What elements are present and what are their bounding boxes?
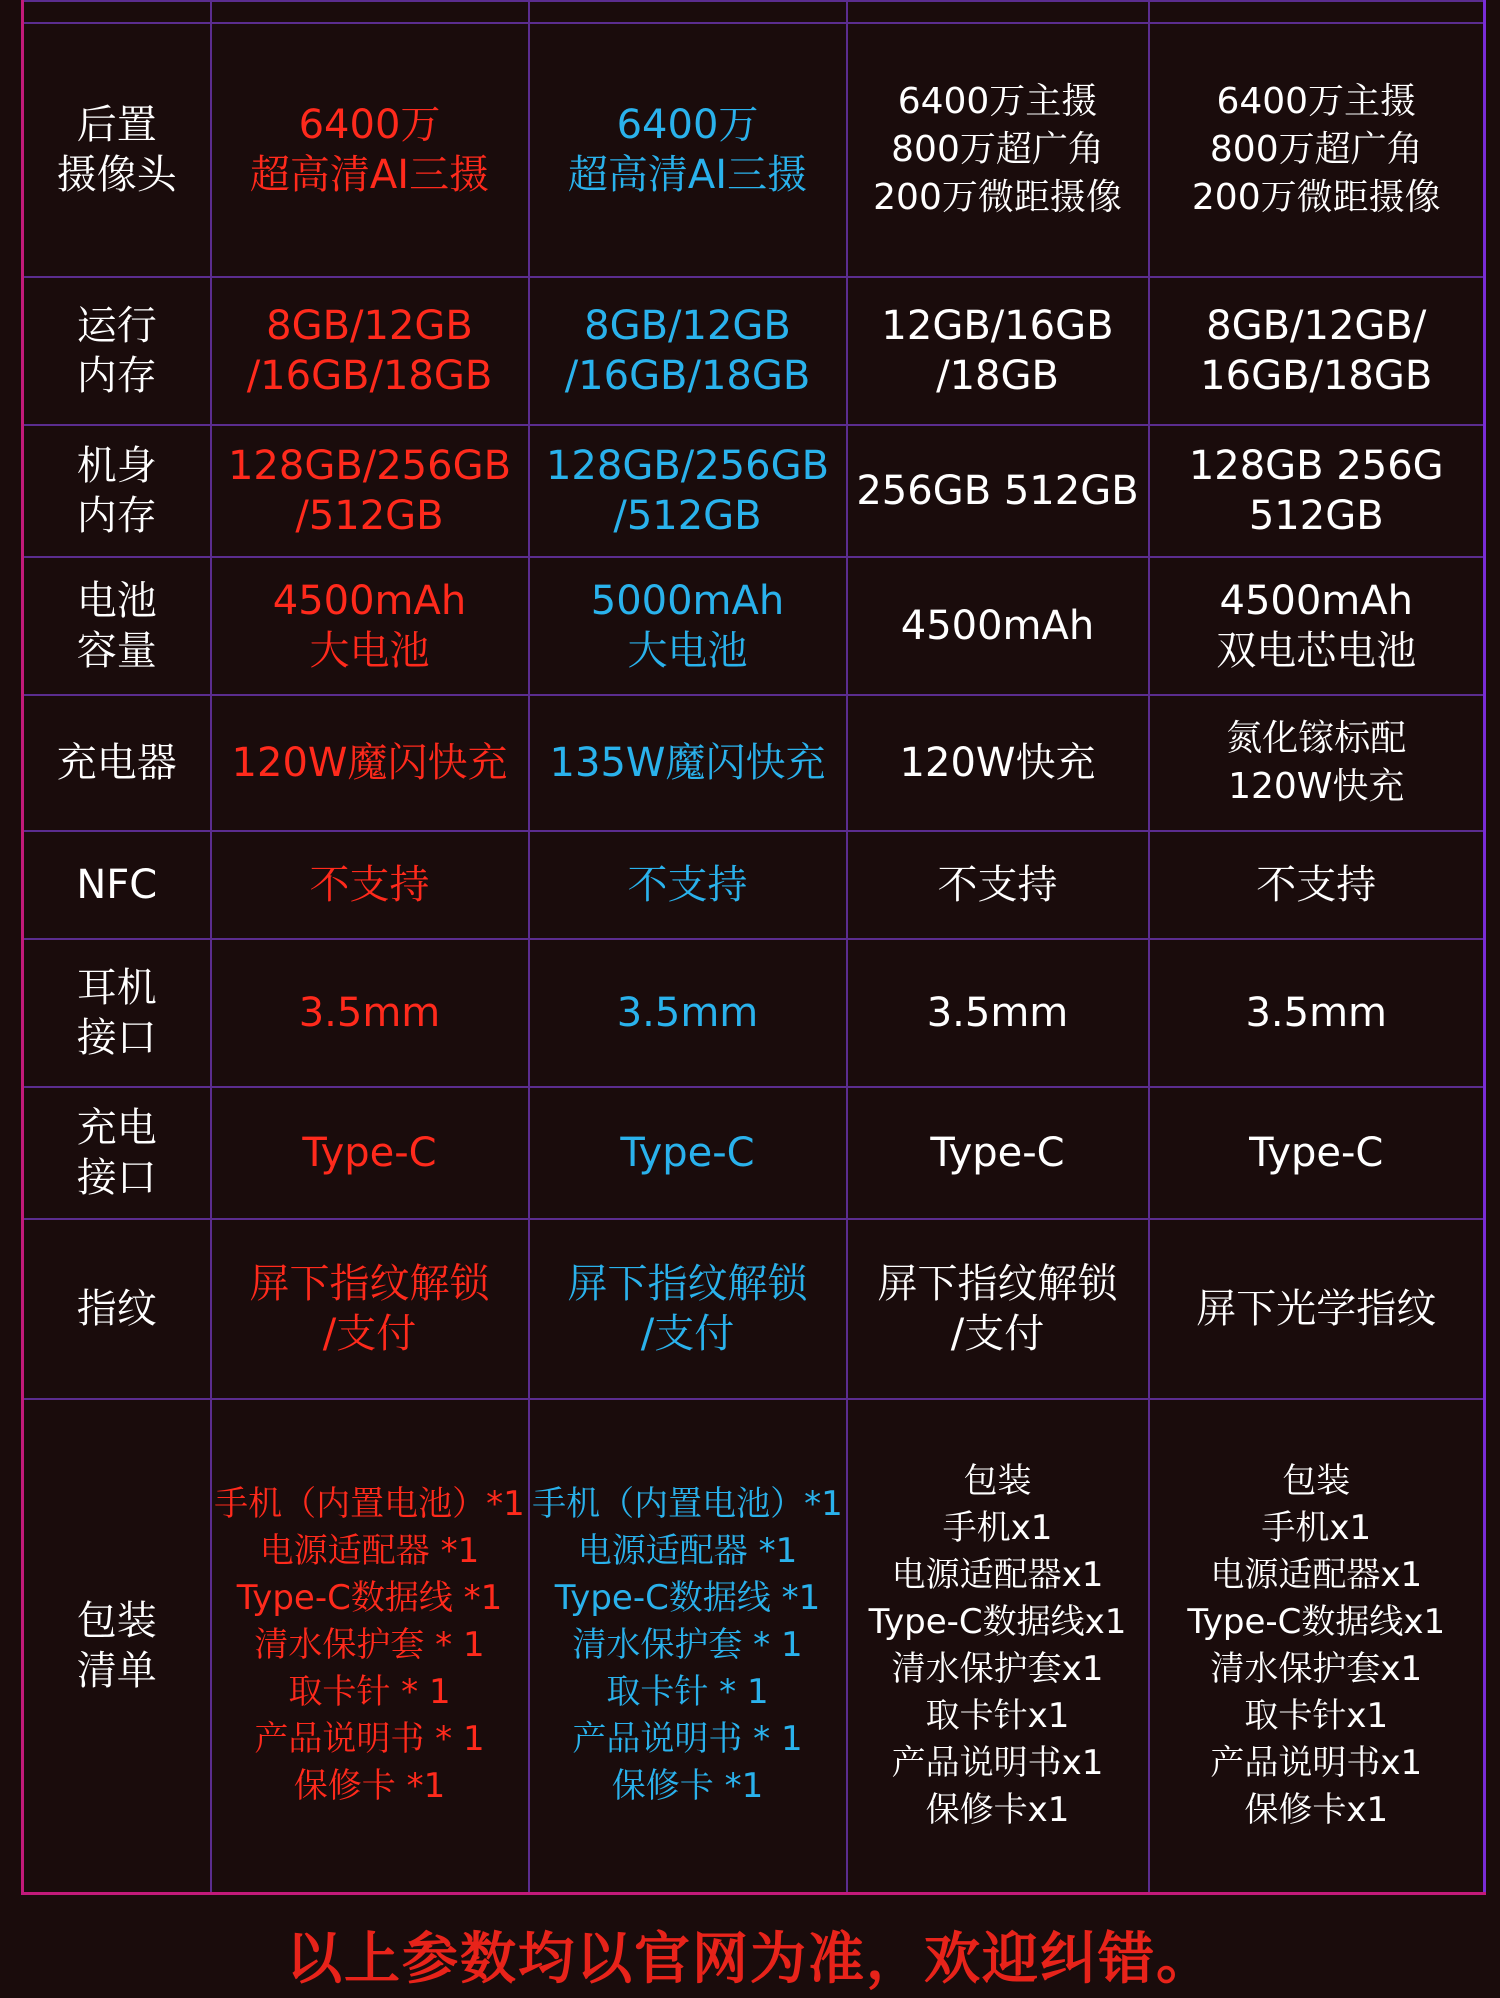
cell-model-4: 128GB 256G 512GB xyxy=(1149,425,1485,557)
cell-model-2: 手机（内置电池）*1 电源适配器 *1 Type-C数据线 *1 清水保护套 * 1 取卡针 * 1 产品说明书 * 1 保修卡 *1 xyxy=(529,1399,847,1893)
cell-model-2: 135W魔闪快充 xyxy=(529,695,847,831)
cell-model-2: 屏下指纹解锁 /支付 xyxy=(529,1219,847,1399)
row-label: NFC xyxy=(23,831,211,939)
cell-model-2: 6400万 超高清AI三摄 xyxy=(529,23,847,277)
cell-model-3: 256GB 512GB xyxy=(847,425,1149,557)
cell-model-4: 8GB/12GB/ 16GB/18GB xyxy=(1149,277,1485,425)
row-label: 电池 容量 xyxy=(23,557,211,695)
cell-model-3: 12GB/16GB /18GB xyxy=(847,277,1149,425)
cell-model-3: 4500mAh xyxy=(847,557,1149,695)
row-battery xyxy=(23,557,1485,695)
cell-model-2: 3.5mm xyxy=(529,939,847,1087)
cell-model-2: 5000mAh 大电池 xyxy=(529,557,847,695)
cell-model-2: Type-C xyxy=(529,1087,847,1219)
row-nfc xyxy=(23,831,1485,939)
cell-model-2: 8GB/12GB /16GB/18GB xyxy=(529,277,847,425)
row-storage xyxy=(23,425,1485,557)
top-cell xyxy=(211,1,529,23)
row-label: 充电 接口 xyxy=(23,1087,211,1219)
cell-model-4: 3.5mm xyxy=(1149,939,1485,1087)
cell-model-1: 不支持 xyxy=(211,831,529,939)
top-cell xyxy=(1149,1,1485,23)
cell-model-4: 氮化镓标配 120W快充 xyxy=(1149,695,1485,831)
table-top-row xyxy=(23,1,1485,23)
row-rear-camera xyxy=(23,23,1485,277)
row-label: 包装 清单 xyxy=(23,1399,211,1893)
cell-model-1: 120W魔闪快充 xyxy=(211,695,529,831)
cell-model-2: 128GB/256GB /512GB xyxy=(529,425,847,557)
cell-model-4: 不支持 xyxy=(1149,831,1485,939)
row-label: 耳机 接口 xyxy=(23,939,211,1087)
cell-model-1: 3.5mm xyxy=(211,939,529,1087)
row-label: 指纹 xyxy=(23,1219,211,1399)
cell-model-3: 不支持 xyxy=(847,831,1149,939)
row-label: 运行 内存 xyxy=(23,277,211,425)
row-package-contents xyxy=(23,1399,1485,1893)
cell-model-3: 包装 手机x1 电源适配器x1 Type-C数据线x1 清水保护套x1 取卡针x1 产品说明书x1 保修卡x1 xyxy=(847,1399,1149,1893)
cell-model-4: 屏下光学指纹 xyxy=(1149,1219,1485,1399)
top-cell xyxy=(529,1,847,23)
row-fingerprint xyxy=(23,1219,1485,1399)
disclaimer-text: 以上参数均以官网为准，欢迎纠错。 xyxy=(286,1927,1214,1992)
row-label: 机身 内存 xyxy=(23,425,211,557)
row-ram xyxy=(23,277,1485,425)
cell-model-4: 包装 手机x1 电源适配器x1 Type-C数据线x1 清水保护套x1 取卡针x1 产品说明书x1 保修卡x1 xyxy=(1149,1399,1485,1893)
cell-model-3: 屏下指纹解锁 /支付 xyxy=(847,1219,1149,1399)
row-label: 后置 摄像头 xyxy=(23,23,211,277)
cell-model-3: 6400万主摄 800万超广角 200万微距摄像 xyxy=(847,23,1149,277)
row-charger xyxy=(23,695,1485,831)
cell-model-1: 4500mAh 大电池 xyxy=(211,557,529,695)
cell-model-4: 6400万主摄 800万超广角 200万微距摄像 xyxy=(1149,23,1485,277)
cell-model-1: 屏下指纹解锁 /支付 xyxy=(211,1219,529,1399)
row-headphone-jack xyxy=(23,939,1485,1087)
cell-model-4: Type-C xyxy=(1149,1087,1485,1219)
cell-model-1: 8GB/12GB /16GB/18GB xyxy=(211,277,529,425)
cell-model-1: 128GB/256GB /512GB xyxy=(211,425,529,557)
cell-model-3: 120W快充 xyxy=(847,695,1149,831)
cell-model-4: 4500mAh 双电芯电池 xyxy=(1149,557,1485,695)
cell-model-3: 3.5mm xyxy=(847,939,1149,1087)
spec-comparison-table xyxy=(21,0,1486,1895)
cell-model-2: 不支持 xyxy=(529,831,847,939)
top-cell xyxy=(23,1,211,23)
row-label: 充电器 xyxy=(23,695,211,831)
cell-model-1: Type-C xyxy=(211,1087,529,1219)
cell-model-3: Type-C xyxy=(847,1087,1149,1219)
cell-model-1: 6400万 超高清AI三摄 xyxy=(211,23,529,277)
row-charging-port xyxy=(23,1087,1485,1219)
top-cell xyxy=(847,1,1149,23)
cell-model-1: 手机（内置电池）*1 电源适配器 *1 Type-C数据线 *1 清水保护套 * 1 取卡针 * 1 产品说明书 * 1 保修卡 *1 xyxy=(211,1399,529,1893)
